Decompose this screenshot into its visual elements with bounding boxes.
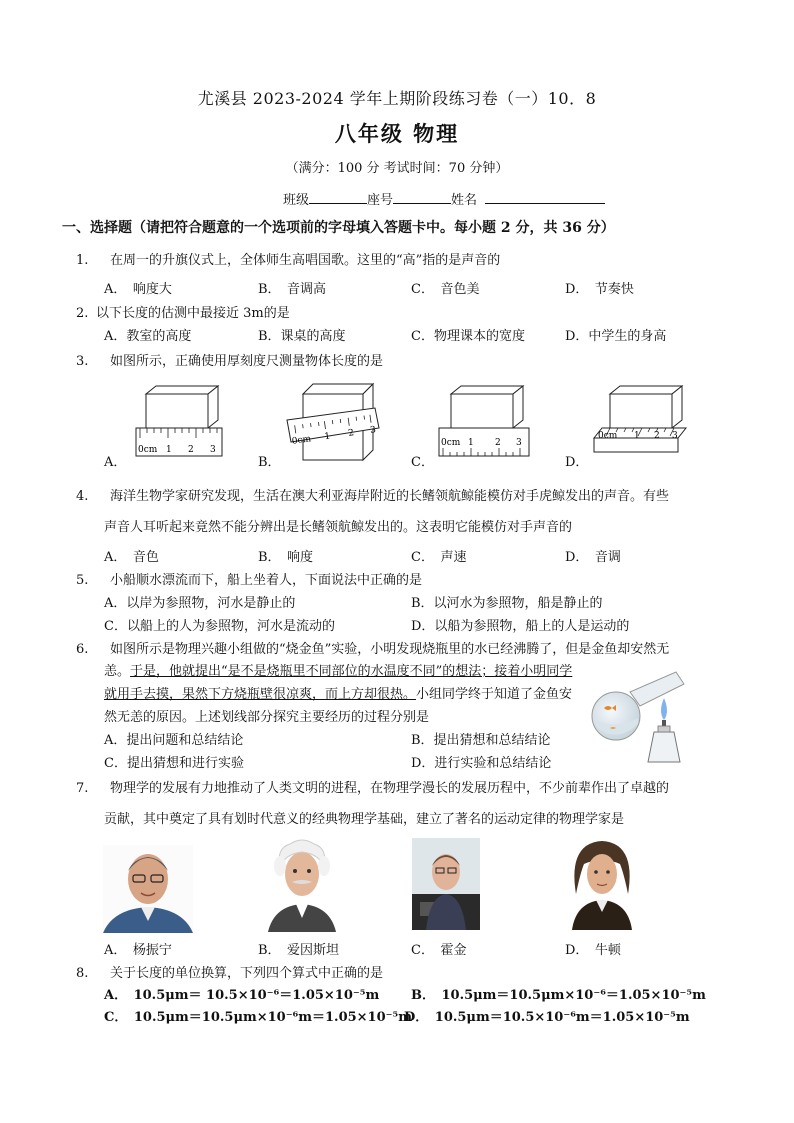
option-d[interactable]: D． 音调 — [565, 550, 621, 565]
ruler-label: 2 — [495, 438, 501, 448]
ruler-label: 3 — [672, 431, 678, 441]
option-d[interactable]: D． — [565, 455, 589, 470]
class-blank[interactable] — [309, 191, 367, 204]
question-7-line-2: 贡献，其中奠定了具有划时代意义的经典物理学基础，建立了著名的运动定律的物理学家是 — [104, 812, 625, 827]
name-label: 姓名 — [451, 193, 478, 208]
ruler-figure-a — [130, 382, 230, 462]
portrait-yang-zhenning — [103, 845, 193, 933]
question-text: 以下长度的估测中最接近 3m的是 — [96, 306, 290, 321]
question-number: 7. — [76, 781, 89, 796]
name-blank[interactable] — [485, 191, 605, 204]
ruler-label: 3 — [210, 445, 216, 455]
option-d[interactable]: D． 节奏快 — [565, 282, 634, 297]
question-number: 5. — [76, 573, 89, 588]
option-c[interactable]: C．提出猜想和进行实验 — [104, 756, 244, 771]
option-b[interactable]: B． 音调高 — [258, 282, 327, 297]
option-c[interactable]: C． 声速 — [411, 550, 467, 565]
question-text: 关于长度的单位换算，下列四个算式中正确的是 — [110, 966, 384, 981]
question-text: 如图所示，正确使用厚刻度尺测量物体长度的是 — [110, 354, 384, 369]
ruler-label: 1 — [468, 438, 474, 448]
question-5 — [76, 569, 422, 588]
question-number: 3. — [76, 354, 89, 369]
portrait-einstein — [268, 834, 336, 932]
question-8 — [76, 962, 383, 981]
underlined-text: 就用手去摸，果然下方烧瓶壁很凉爽，而上方却很热。 — [104, 687, 417, 702]
question-text: 小船顺水漂流而下，船上坐着人，下面说法中正确的是 — [110, 573, 423, 588]
option-a[interactable]: A．提出问题和总结结论 — [104, 733, 244, 748]
question-4 — [76, 485, 669, 504]
ruler-label: 3 — [369, 425, 377, 436]
option-a[interactable]: A．教室的高度 — [104, 329, 192, 344]
ruler-label: 2 — [347, 428, 355, 439]
question-6-line-2 — [104, 660, 572, 679]
question-6-line-3 — [104, 683, 572, 702]
option-c[interactable]: C． 霍金 — [411, 943, 467, 958]
ruler-label: 2 — [654, 431, 660, 441]
question-text: 物理学的发展有力地推动了人类文明的进程，在物理学漫长的发展历程中，不少前辈作出了卓越的 — [110, 781, 670, 796]
ruler-label: 0cm — [598, 431, 618, 441]
ruler-figure-c — [435, 382, 535, 462]
exam-subject: 八年级 物理 — [334, 121, 460, 146]
option-c[interactable]: C． 10.5μm＝10.5μm×10⁻⁶m＝1.05×10⁻⁵m — [104, 1010, 412, 1025]
question-4-line-2: 声音人耳听起来竟然不能分辨出是长鳍领航鲸发出的。这表明它能模仿对手声音的 — [104, 520, 573, 535]
ruler-label: 0cm — [441, 438, 461, 448]
option-a[interactable]: A． 10.5μm＝ 10.5×10⁻⁶＝1.05×10⁻⁵m — [104, 988, 380, 1003]
question-text: 小组同学终于知道了金鱼安 — [416, 687, 573, 702]
option-b[interactable]: B． — [258, 455, 281, 470]
question-text: 恙。 — [104, 664, 131, 679]
question-number: 1. — [76, 253, 89, 268]
portrait-hawking — [412, 838, 480, 930]
section-title: 一、选择题（请把符合题意的一个选项前的字母填入答题卡中。每小题 2 分，共 36 分） — [62, 220, 615, 236]
option-a[interactable]: A． 音色 — [104, 550, 159, 565]
ruler-label: 0cm — [291, 434, 312, 447]
question-6 — [76, 638, 669, 657]
option-d[interactable]: D．进行实验和总结结论 — [411, 756, 552, 771]
question-number: 8. — [76, 966, 89, 981]
option-a[interactable]: A． 响度大 — [104, 282, 172, 297]
ruler-label: 1 — [166, 445, 172, 455]
ruler-figure-d — [588, 382, 688, 462]
option-a[interactable]: A． — [104, 455, 127, 470]
question-7 — [76, 777, 669, 796]
portrait-newton — [566, 834, 638, 930]
question-6-line-4: 然无恙的原因。上述划线部分探究主要经历的过程分别是 — [104, 710, 430, 725]
option-b[interactable]: B． 爱因斯坦 — [258, 943, 340, 958]
option-d[interactable]: D．中学生的身高 — [565, 329, 667, 344]
question-number: 2. — [76, 306, 89, 321]
question-1 — [76, 249, 500, 268]
ruler-label: 2 — [188, 445, 194, 455]
seat-blank[interactable] — [393, 191, 451, 204]
ruler-label: 3 — [516, 438, 522, 448]
question-number: 6. — [76, 642, 89, 657]
underlined-text: 于是，他就提出“是不是烧瓶里不同部位的水温度不同”的想法；接着小明同学 — [130, 664, 573, 679]
ruler-figure-b — [285, 380, 385, 462]
option-c[interactable]: C．以船上的人为参照物，河水是流动的 — [104, 619, 335, 634]
exam-info: （满分：100 分 考试时间：70 分钟） — [285, 161, 509, 176]
option-c[interactable]: C． — [411, 455, 434, 470]
ruler-label: 0cm — [138, 445, 158, 455]
flask-figure — [590, 668, 700, 768]
student-info-line — [283, 189, 605, 208]
option-d[interactable]: D． 牛顿 — [565, 943, 621, 958]
option-b[interactable]: B．提出猜想和总结结论 — [411, 733, 551, 748]
question-text: 海洋生物学家研究发现，生活在澳大利亚海岸附近的长鳍领航鲸能模仿对手虎鲸发出的声音。有些 — [110, 489, 670, 504]
exam-title: 尤溪县 2023-2024 学年上期阶段练习卷（一）10．8 — [197, 89, 597, 108]
ruler-label: 1 — [323, 431, 332, 443]
option-b[interactable]: B． 响度 — [258, 550, 314, 565]
question-number: 4. — [76, 489, 89, 504]
option-b[interactable]: B． 10.5μm＝10.5μm×10⁻⁶＝1.05×10⁻⁵m — [411, 988, 706, 1003]
question-text: 在周一的升旗仪式上，全体师生高唱国歌。这里的“高”指的是声音的 — [110, 253, 501, 268]
question-2 — [76, 302, 290, 321]
ruler-label: 1 — [634, 431, 640, 441]
seat-label: 座号 — [367, 193, 394, 208]
flame-icon — [661, 698, 667, 720]
option-d[interactable]: D．以船为参照物，船上的人是运动的 — [411, 619, 630, 634]
option-d[interactable]: D． 10.5μm＝10.5×10⁻⁶m＝1.05×10⁻⁵m — [404, 1010, 690, 1025]
option-a[interactable]: A． 杨振宁 — [104, 943, 172, 958]
class-label: 班级 — [283, 193, 310, 208]
question-3 — [76, 350, 383, 369]
option-a[interactable]: A．以岸为参照物，河水是静止的 — [104, 596, 296, 611]
option-b[interactable]: B．课桌的高度 — [258, 329, 346, 344]
option-c[interactable]: C．物理课本的宽度 — [411, 329, 525, 344]
option-b[interactable]: B．以河水为参照物，船是静止的 — [411, 596, 603, 611]
option-c[interactable]: C． 音色美 — [411, 282, 480, 297]
question-text: 如图所示是物理兴趣小组做的“烧金鱼”实验，小明发现烧瓶里的水已经沸腾了，但是金鱼却安然无 — [110, 642, 670, 657]
